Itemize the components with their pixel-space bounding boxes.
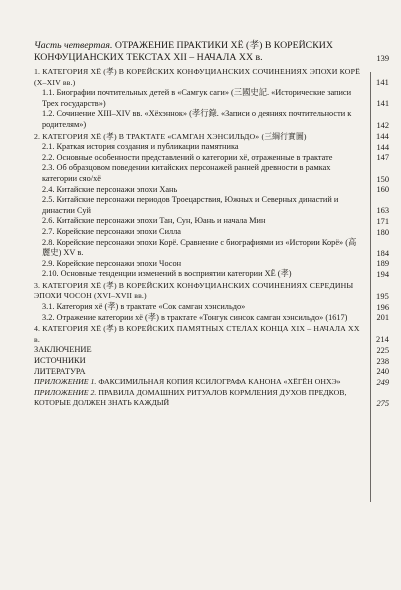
toc-entry <box>34 88 389 109</box>
toc-entries <box>34 67 389 409</box>
toc-entry <box>34 227 389 238</box>
toc-entry <box>34 302 389 313</box>
part-label: Часть четвертая. <box>34 40 113 51</box>
toc-entry-title: 2.6. Китайские персонажи эпохи Тан, Сун, Юань и начала Мин <box>42 216 266 226</box>
toc-entry <box>34 163 389 184</box>
toc-entry <box>34 132 389 143</box>
toc-entry-title: 3.1. Категория хё (孝) в трактате «Сок самган хэнсильдо» <box>42 302 246 312</box>
toc-entry-title: 1. КАТЕГОРИЯ ХЁ (孝) В КОРЕЙСКИХ КОНФУЦИАНСКИХ СОЧИНЕНИЯХ ЭПОХИ КОРЁ (X–XIV вв.) <box>34 67 360 87</box>
toc-entry-page-number: 160 <box>376 185 389 195</box>
toc-entry-title: 1.2. Сочинение XIII–XIV вв. «Хёхэннок» (孝行錄. «Записи о деяниях почтительности к родителям») <box>42 109 352 129</box>
toc-entry-title: ПРАВИЛА ДОМАШНИХ РИТУАЛОВ КОРМЛЕНИЯ ДУХОВ ПРЕДКОВ, КОТОРЫЕ ДОЛЖЕН ЗНАТЬ КАЖДЫЙ <box>34 387 347 408</box>
toc-entry <box>34 313 389 324</box>
toc-entry-page-number: 240 <box>376 367 389 377</box>
toc-entry <box>34 216 389 227</box>
toc-entry-title: ФАКСИМИЛЬНАЯ КОПИЯ КСИЛОГРАФА КАНОНА «ХЁГЁН ОНХЭ» <box>96 377 341 387</box>
toc-entry-page-number: 238 <box>376 356 389 366</box>
toc-entry-page-number: 184 <box>376 248 389 258</box>
toc-entry-page-number: 275 <box>376 399 389 408</box>
toc-entry-page-number: 150 <box>376 174 389 184</box>
toc-entry-title: 2. КАТЕГОРИЯ ХЁ (孝) В ТРАКТАТЕ «САМГАН ХЭНСИЛЬДО» (三綱行實圖) <box>34 131 307 141</box>
toc-entry <box>34 238 389 259</box>
toc-entry-title: 2.4. Китайские персонажи эпохи Хань <box>42 184 178 194</box>
toc-entry-page-number: 196 <box>376 302 389 312</box>
toc-entry-page-number: 249 <box>376 377 389 387</box>
toc-entry <box>34 269 389 280</box>
toc-entry-page-number: 201 <box>376 313 389 323</box>
toc-entry-title: 1.1. Биографии почтительных детей в «Самгук саги» (三國史記. «Исторические записи Трех государств») <box>42 88 352 108</box>
toc-entry <box>34 377 389 388</box>
toc-entry <box>34 67 389 88</box>
part-four-heading <box>34 40 389 64</box>
toc-entry <box>34 356 389 367</box>
toc-entry-page-number: 171 <box>376 216 389 226</box>
toc-entry-page-number: 147 <box>376 153 389 163</box>
toc-entry-title: ЛИТЕРАТУРА <box>34 366 86 376</box>
toc-entry-title: ИСТОЧНИКИ <box>34 356 86 366</box>
toc-entry-page-number: 180 <box>376 227 389 237</box>
toc-entry-title: 2.9. Корейские персонажи эпохи Чосон <box>42 258 182 268</box>
toc-entry <box>34 367 389 378</box>
toc-entry-title: 3.2. Отражение категории хё (孝) в трактате «Тонгук синсок самган хэнсильдо» (1617) <box>42 312 348 322</box>
toc-entry-title: 2.7. Корейские персонажи эпохи Силла <box>42 226 181 236</box>
part-page-number: 139 <box>376 54 389 63</box>
toc-entry <box>34 109 389 130</box>
toc-entry-page-number: 141 <box>375 78 389 88</box>
toc-entry-page-number: 142 <box>376 120 389 130</box>
toc-entry-title: 2.10. Основные тенденции изменений в восприятии категории ХЁ (孝) <box>42 269 292 279</box>
toc-entry-page-number: 225 <box>376 346 389 356</box>
toc-entry-page-number: 141 <box>376 99 389 109</box>
toc-entry <box>34 324 389 345</box>
toc-entry-title: 3. КАТЕГОРИЯ ХЁ (孝) В КОРЕЙСКИХ КОНФУЦИАНСКИХ СОЧИНЕНИЯХ СЕРЕДИНЫ ЭПОХИ ЧОСОН (XVI–XVII вв.) <box>34 280 354 301</box>
toc-entry-title: 2.8. Корейские персонажи эпохи Корё. Сравнение с биографиями из «Истории Корё» (高麗史) XV в. <box>42 237 357 258</box>
toc-entry-title: 2.2. Основные особенности представлений о категории хё, отраженные в трактате <box>42 152 333 162</box>
toc-entry-title: 4. КАТЕГОРИЯ ХЁ (孝) В КОРЕЙСКИХ ПАМЯТНЫХ СТЕЛАХ КОНЦА XIX – НАЧАЛА XX в. <box>34 324 360 344</box>
toc-entry <box>34 153 389 164</box>
toc-entry-page-number: 163 <box>376 206 389 216</box>
toc-entry-page-number: 195 <box>375 292 389 302</box>
toc-entry <box>34 345 389 356</box>
toc-entry <box>34 259 389 270</box>
toc-entry-page-number: 144 <box>376 142 389 152</box>
toc-entry-page-number: 214 <box>375 335 389 345</box>
toc-entry-title: 2.3. Об образцовом поведении китайских персонажей ранней древности в рамках категории сяо/хё <box>42 163 331 183</box>
toc-entry <box>34 388 389 409</box>
toc-entry-title: 2.1. Краткая история создания и публикации памятника <box>42 142 239 152</box>
part-title: ОТРАЖЕНИЕ ПРАКТИКИ ХЁ (孝) В КОРЕЙСКИХ КОНФУЦИАНСКИХ ТЕКСТАХ XII – НАЧАЛА XX в. <box>34 40 333 63</box>
toc-entry <box>34 281 389 302</box>
toc-entry-title: ЗАКЛЮЧЕНИЕ <box>34 345 92 355</box>
toc-entry-page-number: 194 <box>376 269 389 279</box>
appendix-label: ПРИЛОЖЕНИЕ 2. <box>34 387 97 397</box>
toc-entry-page-number: 144 <box>375 132 389 142</box>
toc-entry <box>34 142 389 153</box>
toc-entry <box>34 185 389 196</box>
toc-entry-title: 2.5. Китайские персонажи периодов Троецарствия, Южных и Северных династий и династии Суй <box>42 195 339 215</box>
toc-entry-page-number: 189 <box>376 259 389 269</box>
toc-entry <box>34 195 389 216</box>
appendix-label: ПРИЛОЖЕНИЕ 1. <box>34 377 97 387</box>
